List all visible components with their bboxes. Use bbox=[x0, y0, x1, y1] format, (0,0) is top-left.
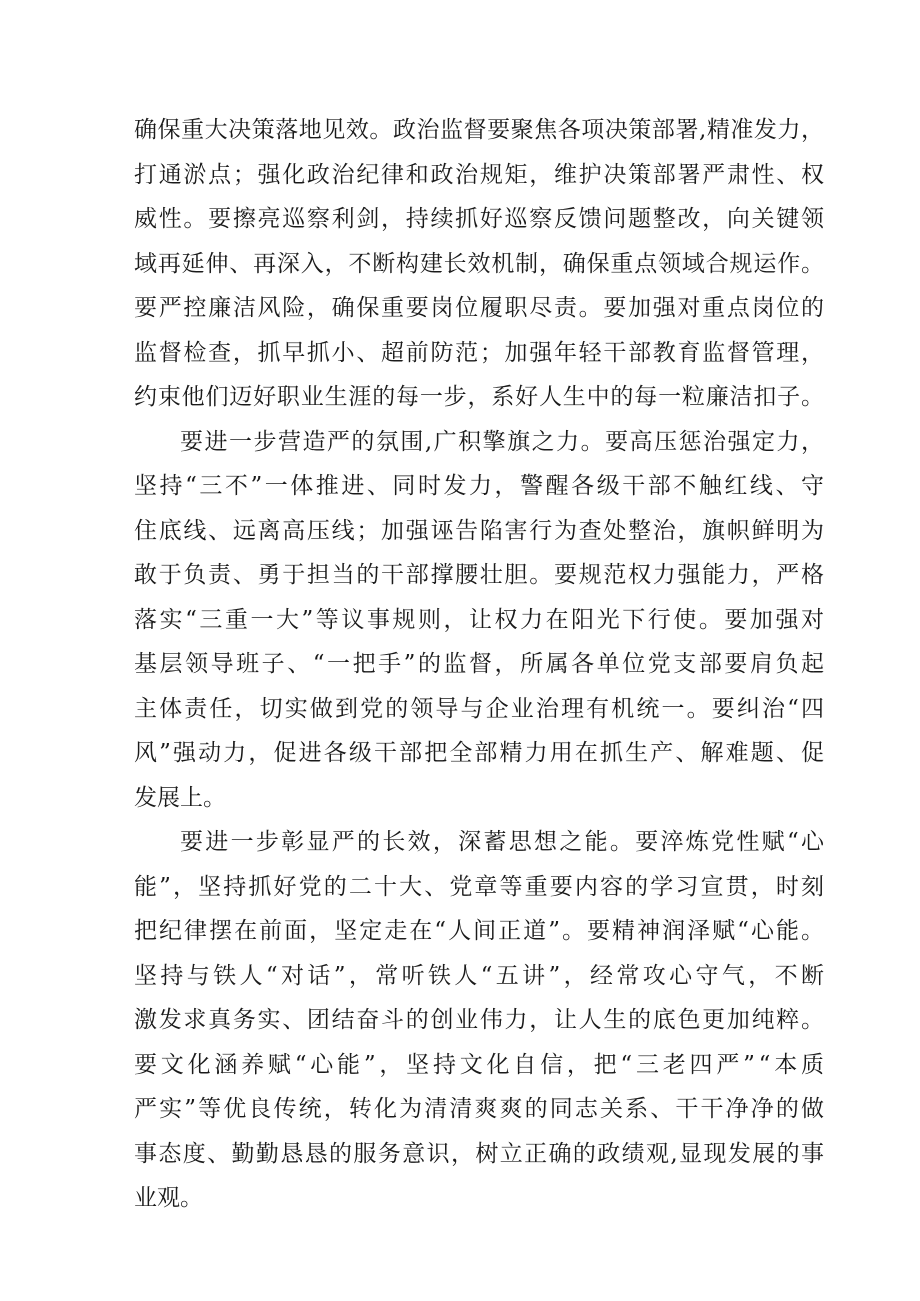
text-line: 基层领导班子、“一把手”的监督，所属各单位党支部要肩负起 bbox=[134, 651, 827, 677]
text-line: 业观。 bbox=[134, 1185, 203, 1211]
text-line: 要严控廉洁风险，确保重要岗位履职尽责。要加强对重点岗位的 bbox=[134, 295, 826, 321]
text-line: 落实“三重一大”等议事规则，让权力在阳光下行使。要加强对 bbox=[134, 606, 827, 633]
text-line: 激发求真务实、团结奋斗的创业伟力，让人生的底色更加纯粹。 bbox=[134, 1007, 826, 1033]
text-line: 要进一步营造严的氛围,广积擎旗之力。要高压惩治强定力， bbox=[180, 428, 826, 455]
text-line: 坚持与铁人“对话”，常听铁人“五讲”，经常攻心守气，不断 bbox=[134, 962, 828, 989]
text-line: 严实”等优良传统，转化为清清爽爽的同志关系、干干净净的做 bbox=[134, 1096, 827, 1122]
text-line: 主体责任，切实做到党的领导与企业治理有机统一。要纠治“四 bbox=[134, 695, 827, 722]
text-line: 把纪律摆在前面，坚定走在“人间正道”。要精神润泽赋“心能。 bbox=[134, 918, 827, 944]
text-line: 约束他们迈好职业生涯的每一步，系好人生中的每一粒廉洁扣子。 bbox=[134, 384, 825, 410]
text-line: 风”强动力，促进各级干部把全部精力用在抓生产、解难题、促 bbox=[134, 740, 827, 766]
paragraph bbox=[134, 108, 824, 420]
paragraph bbox=[134, 420, 827, 821]
paragraph bbox=[134, 820, 828, 1221]
text-line: 能”，坚持抓好党的二十大、党章等重要内容的学习宣贯，时刻 bbox=[134, 873, 827, 900]
text-line: 事态度、勤勤恳恳的服务意识，树立正确的政绩观,显现发展的事 bbox=[134, 1140, 826, 1167]
text-line: 发展上。 bbox=[134, 784, 226, 811]
text-line: 确保重大决策落地见效。政治监督要聚焦各项决策部署,精准发力， bbox=[134, 117, 825, 143]
text-line: 威性。要擦亮巡察利剑，持续抓好巡察反馈问题整改，向关键领 bbox=[134, 206, 826, 232]
text-line: 敢于负责、勇于担当的干部撑腰壮胆。要规范权力强能力，严格 bbox=[134, 562, 826, 588]
text-line: 域再延伸、再深入，不断构建长效机制，确保重点领域合规运作。 bbox=[134, 250, 825, 277]
text-line: 要文化涵养赋“心能”，坚持文化自信，把“三老四严”“本质 bbox=[134, 1051, 828, 1078]
text-line: 监督检查，抓早抓小、超前防范；加强年轻干部教育监督管理， bbox=[134, 339, 826, 366]
text-line: 住底线、远离高压线；加强诬告陷害行为查处整治，旗帜鲜明为 bbox=[134, 517, 826, 544]
text-line: 要进一步彰显严的长效，深蓄思想之能。要淬炼党性赋“心 bbox=[180, 829, 827, 855]
text-line: 打通淤点；强化政治纪律和政治规矩，维护决策部署严肃性、权 bbox=[134, 161, 826, 188]
document-body bbox=[134, 108, 828, 1221]
text-line: 坚持“三不”一体推进、同时发力，警醒各级干部不触红线、守 bbox=[134, 473, 827, 499]
